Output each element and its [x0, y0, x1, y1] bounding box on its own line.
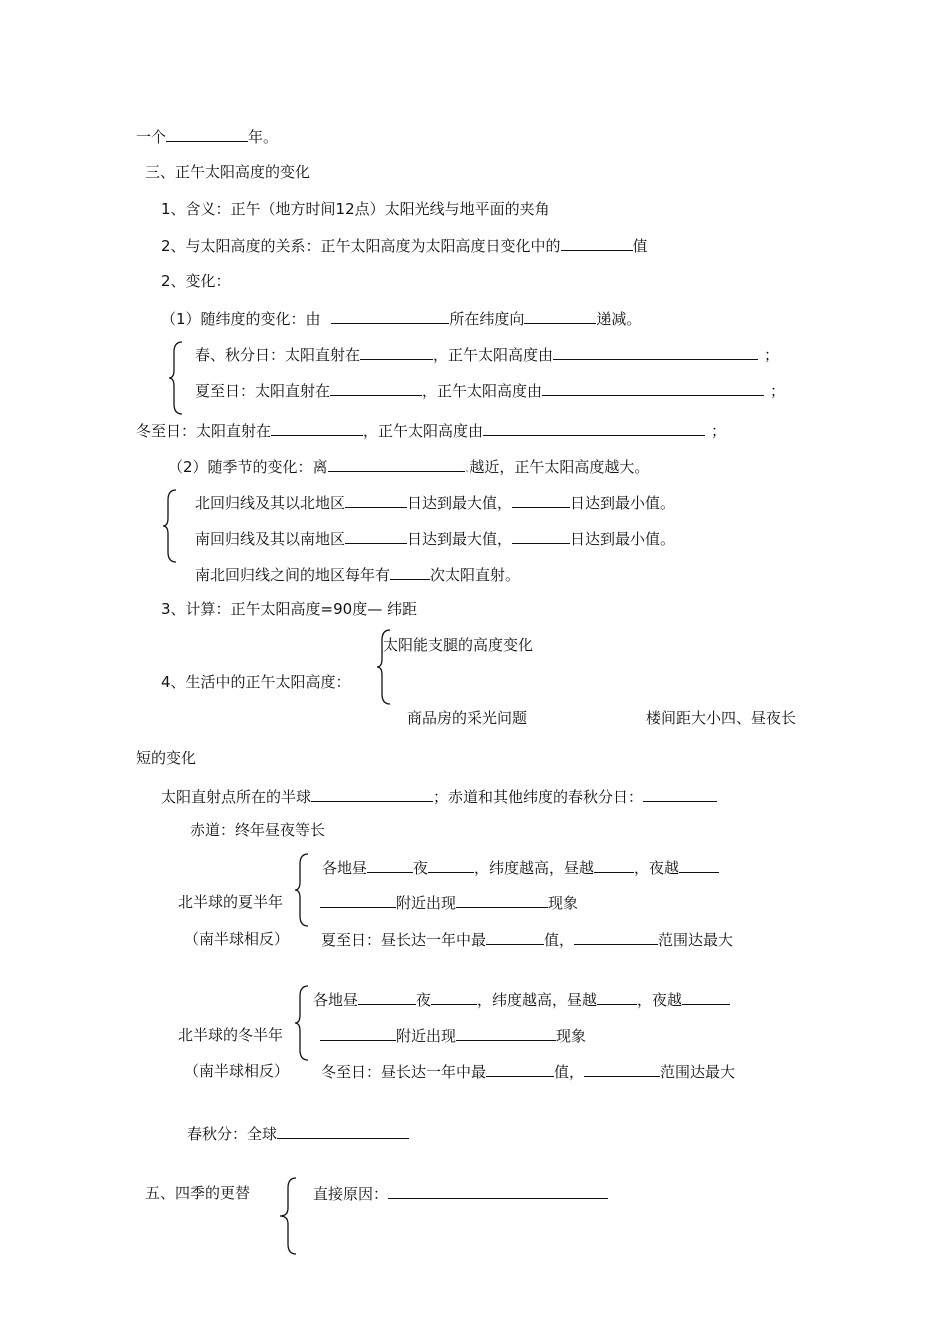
curly-brace [168, 340, 184, 416]
blank [561, 235, 633, 251]
text: （1）随纬度的变化：由 [161, 310, 326, 328]
text-line [195, 564, 520, 585]
blank [597, 989, 637, 1005]
text-line [136, 748, 196, 768]
text: 范围达最大 [660, 1063, 736, 1081]
curly-brace [278, 1176, 298, 1256]
text: 楼间距大小四、昼夜长 [646, 709, 797, 727]
text: 冬至日：太阳直射在 [136, 422, 272, 440]
blank [542, 380, 764, 396]
text: （南半球相反） [184, 930, 290, 948]
text-line [321, 1061, 735, 1082]
text: ，纬度越高，昼越 [474, 859, 595, 877]
text: 太阳能支腿的高度变化 [383, 636, 534, 654]
blank [390, 564, 430, 580]
text: ，正午太阳高度由 [422, 382, 543, 400]
text: 夜 [413, 859, 429, 877]
text-line [195, 528, 675, 549]
blank [428, 857, 474, 873]
text: ；赤道和其他纬度的春秋分日： [433, 788, 644, 806]
text: 各地昼 [313, 991, 359, 1009]
blank [367, 857, 413, 873]
text: ，正午太阳高度由 [363, 422, 484, 440]
curly-brace [294, 852, 310, 928]
text-line [136, 420, 726, 441]
text: 所在纬度向 [449, 310, 525, 328]
text-line [178, 1025, 283, 1045]
heading-text: 三、正午太阳高度的变化 [145, 163, 311, 181]
blank [524, 308, 596, 324]
text: 夜 [416, 991, 432, 1009]
text: 附近出现 [396, 1027, 457, 1045]
text-line [195, 492, 675, 513]
text-line [161, 199, 550, 219]
text-line [313, 989, 730, 1010]
text: ，正午太阳高度由 [433, 346, 554, 364]
text: 3、计算：正午太阳高度=90度— 纬距 [161, 600, 417, 618]
text-line [161, 271, 231, 291]
text: 越近，正午太阳高度越大。 [469, 458, 650, 476]
text-line [161, 308, 641, 329]
text: ，夜越 [634, 859, 680, 877]
blank [345, 492, 407, 508]
text: 值， [544, 931, 575, 949]
blank [486, 929, 544, 945]
text-line [184, 1061, 289, 1081]
section-heading [145, 162, 310, 182]
text-line [178, 892, 283, 912]
blank [331, 308, 449, 324]
text: ； [770, 382, 786, 400]
text: 日达到最小值。 [570, 530, 676, 548]
heading-text: 五、四季的更替 [145, 1184, 251, 1202]
text: 北半球的冬半年 [178, 1026, 284, 1044]
text-line [161, 672, 351, 692]
text-line [320, 892, 578, 913]
text: 值， [554, 1063, 585, 1081]
text: 范围达最大 [658, 931, 734, 949]
text: 日达到最大值， [407, 530, 513, 548]
text: ； [764, 346, 780, 364]
text-line [322, 857, 719, 878]
blank [360, 344, 433, 360]
text-line [321, 929, 733, 950]
blank [512, 492, 570, 508]
text: 值 [632, 237, 648, 255]
text: 赤道：终年昼夜等长 [190, 821, 326, 839]
blank [553, 344, 758, 360]
blank [584, 1061, 660, 1077]
blank [271, 420, 363, 436]
blank [682, 989, 730, 1005]
blank [643, 786, 717, 802]
text: 夏至日：昼长达一年中最 [321, 931, 487, 949]
blank [483, 420, 705, 436]
text: 太阳直射点所在的半球 [161, 788, 312, 806]
blank [166, 126, 248, 142]
text: 春秋分：全球 [187, 1125, 278, 1143]
text-line [195, 344, 779, 365]
text-line [184, 929, 289, 949]
text: 日达到最大值， [407, 494, 513, 512]
text: 年。 [248, 128, 279, 146]
blank [512, 528, 570, 544]
text: 2、变化： [161, 272, 231, 290]
text: 北回归线及其以北地区 [195, 494, 346, 512]
text: ，夜越 [637, 991, 683, 1009]
text: 直接原因： [313, 1185, 389, 1203]
text-line [190, 820, 325, 840]
text-line [136, 126, 278, 147]
blank [320, 892, 396, 908]
text-line [161, 599, 417, 619]
text: （南半球相反） [184, 1062, 290, 1080]
text-line [161, 786, 717, 807]
blank [277, 1123, 409, 1139]
blank [574, 929, 658, 945]
text: 4、生活中的正午太阳高度： [161, 673, 351, 691]
text-line [168, 456, 649, 477]
text: 各地昼 [322, 859, 368, 877]
text: 现象 [548, 894, 579, 912]
text: 商品房的采光问题 [407, 709, 528, 727]
text: ，纬度越高，昼越 [477, 991, 598, 1009]
text: 南回归线及其以南地区 [195, 530, 346, 548]
blank [594, 857, 634, 873]
text: 1、含义：正午（地方时间12点）太阳光线与地平面的夹角 [161, 200, 550, 218]
text: 次太阳直射。 [430, 566, 521, 584]
blank [456, 1025, 556, 1041]
blank [320, 1025, 396, 1041]
blank [431, 989, 477, 1005]
blank [328, 456, 465, 472]
text-line [646, 708, 796, 728]
text: 南北回归线之间的地区每年有 [195, 566, 391, 584]
text: ； [711, 422, 727, 440]
blank [330, 380, 422, 396]
text-line [320, 1025, 586, 1046]
text: 北半球的夏半年 [178, 893, 284, 911]
text: （2）随季节的变化：离 [168, 458, 328, 476]
text: 一个 [136, 128, 167, 146]
text-line [313, 1183, 608, 1204]
curly-brace [162, 488, 178, 564]
blank [345, 528, 407, 544]
curly-brace [294, 984, 310, 1062]
blank [311, 786, 433, 802]
blank [358, 989, 416, 1005]
text-line [407, 708, 527, 728]
text: 冬至日：昼长达一年中最 [321, 1063, 487, 1081]
text: 日达到最小值。 [570, 494, 676, 512]
text: 递减。 [596, 310, 642, 328]
blank [388, 1183, 608, 1199]
text: 附近出现 [396, 894, 457, 912]
text: 短的变化 [136, 749, 197, 767]
text: 夏至日：太阳直射在 [195, 382, 331, 400]
section-heading [145, 1183, 250, 1203]
text-line [161, 235, 648, 256]
text: 春、秋分日：太阳直射在 [195, 346, 361, 364]
blank [679, 857, 719, 873]
text: . [464, 458, 470, 476]
text: 2、与太阳高度的关系：正午太阳高度为太阳高度日变化中的 [161, 237, 561, 255]
text-line [187, 1123, 409, 1144]
blank [486, 1061, 554, 1077]
text-line [195, 380, 785, 401]
text: 现象 [556, 1027, 587, 1045]
text-line [383, 635, 533, 655]
blank [456, 892, 548, 908]
